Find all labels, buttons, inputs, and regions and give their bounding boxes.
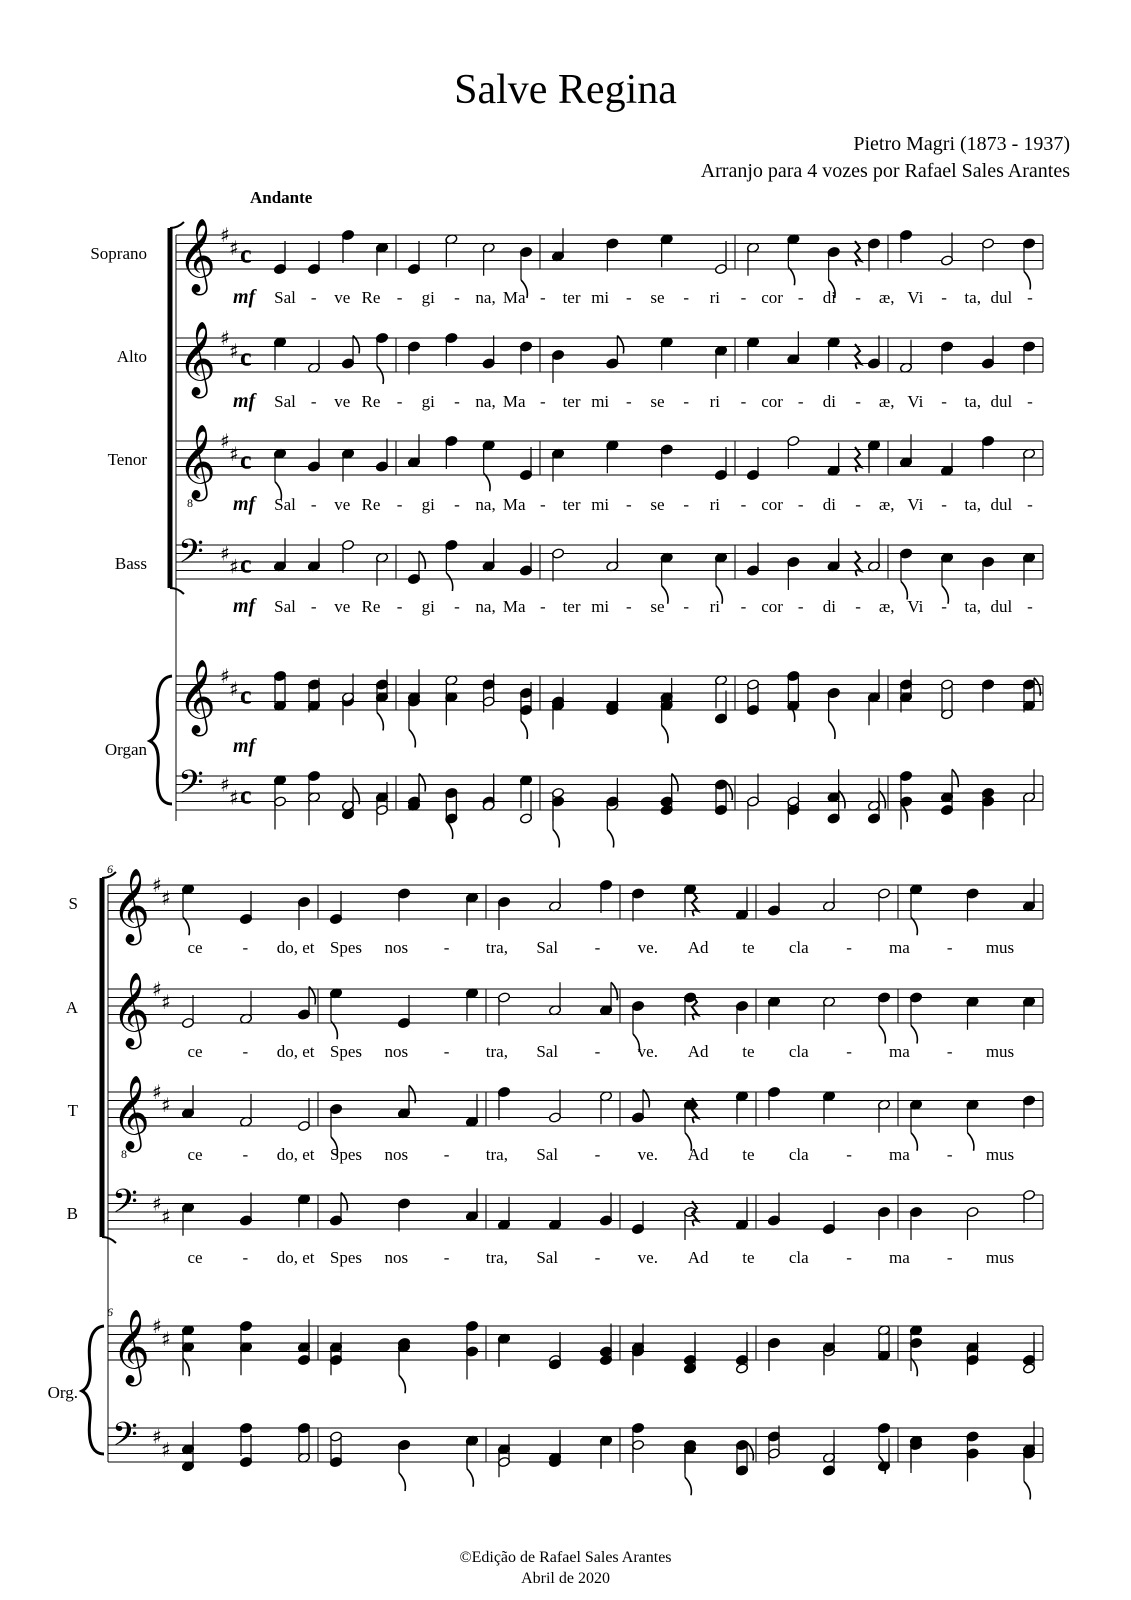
system2-staff-tenor-lyric: te — [742, 1145, 755, 1164]
system2-staff-soprano-lyric: te — [742, 938, 755, 957]
system2-staff-soprano-lyric: ve. — [637, 938, 658, 957]
system2-organ-lower-note-flag — [1024, 1482, 1030, 1500]
system1-staff-soprano-lyric: Ma — [502, 288, 526, 307]
system2-staff-bass-key-f-sharp: ♯ — [152, 1191, 162, 1216]
system1-staff-alto-lyric: se — [650, 392, 665, 411]
system1-staff-soprano-lyric: cor — [761, 288, 783, 307]
system2-staff-soprano-lyric: - — [594, 938, 601, 957]
system1-organ-lower-note-flag — [901, 804, 907, 822]
system1-staff-soprano-lyric: di — [822, 288, 837, 307]
system1-staff-soprano-rest — [855, 241, 861, 266]
system1-staff-alto-lyric: - — [1027, 392, 1033, 411]
system1-staff-bass-label: Bass — [114, 554, 147, 573]
system1-staff-bass-lyric: dul — [990, 597, 1013, 616]
system2-staff-bass-label: B — [66, 1204, 78, 1223]
system2-staff-tenor-lyric: tra, — [485, 1145, 508, 1164]
system1-staff-soprano-lyric: Vi — [907, 288, 924, 307]
system2-staff-tenor-lyric: Ad — [687, 1145, 709, 1164]
system1-staff-alto-lyric: dul — [990, 392, 1013, 411]
system1-staff-tenor-label: Tenor — [107, 450, 147, 469]
system1-organ-upper-key-f-sharp: ♯ — [220, 664, 230, 688]
composer-credit: Pietro Magri (1873 - 1937) — [853, 133, 1070, 155]
system1-organ-upper-clef: 𝄞 — [178, 660, 216, 734]
system1-staff-soprano-lyric: ta, — [964, 288, 981, 307]
system2-staff-tenor-lyric: - — [946, 1145, 953, 1164]
system1-staff-alto-note-flag — [377, 366, 383, 384]
system1-staff-bass-dynamic: mf — [233, 595, 256, 617]
system2-staff-bass-lyric: nos — [384, 1248, 409, 1267]
system1-staff-alto-lyric: ve — [334, 392, 351, 411]
system2-staff-alto-key-c-sharp: ♯ — [161, 989, 171, 1014]
system2-staff-bass-lyric: mus — [985, 1248, 1015, 1267]
system2-organ-upper-note-flag — [183, 1358, 189, 1376]
system1-staff-alto-lyric: - — [626, 392, 632, 411]
system1-staff-bass-lyric: Sal — [274, 597, 296, 616]
system1-staff-soprano-lyric: - — [396, 288, 403, 307]
system2-staff-bass-lyric: cla — [788, 1248, 809, 1267]
system1-staff-soprano-lyric: se — [650, 288, 665, 307]
system2-organ-lower-key-c-sharp: ♯ — [161, 1437, 171, 1462]
system1-staff-soprano-clef: 𝄞 — [178, 219, 216, 293]
system1-staff-bass-lyric: - — [797, 597, 804, 616]
system2-staff-alto-lyric: ce — [187, 1042, 203, 1061]
system2-staff-tenor-lyric: mus — [985, 1145, 1015, 1164]
system1-staff-alto-lyric: ta, — [964, 392, 981, 411]
system2-staff-bass-clef: 𝄢 — [112, 1183, 138, 1229]
system1-staff-soprano-key-c-sharp: ♯ — [229, 235, 239, 260]
system1-staff-alto-lyric: Ma — [502, 392, 526, 411]
system1-staff-soprano-lyric: æ, — [878, 288, 895, 307]
system2-staff-tenor-lyric: ve. — [637, 1145, 658, 1164]
system1-staff-bass-note-flag — [446, 573, 452, 591]
system2-staff-soprano-lyric: mus — [985, 938, 1015, 957]
system1-staff-alto-lyric: - — [683, 392, 689, 411]
system2-staff-alto-note-flag — [911, 1026, 917, 1044]
system1-organ-upper-key-c-sharp: ♯ — [229, 676, 239, 701]
system1-staff-bass-clef: 𝄢 — [178, 533, 204, 579]
system1-staff-soprano-lyric: Re — [361, 288, 381, 307]
system1-staff-soprano-dynamic: mf — [233, 286, 256, 308]
system2-staff-alto-lyric: - — [594, 1042, 601, 1061]
system1-staff-bass-lyric: mi — [591, 597, 610, 616]
system2-staff-alto-label: A — [65, 998, 78, 1017]
system1-staff-bass-lyric: ve — [334, 597, 351, 616]
system2-staff-bass-lyric: - — [594, 1248, 601, 1267]
system1-staff-soprano-lyric: ri — [709, 288, 721, 307]
system1-staff-soprano-lyric: - — [740, 288, 747, 307]
system1-staff-tenor-lyric: Ma — [502, 495, 526, 514]
system2-staff-alto-note-flag — [331, 1021, 337, 1039]
system2-organ-lower-key-f-sharp: ♯ — [152, 1424, 162, 1449]
system2-staff-alto-lyric: ma — [888, 1042, 910, 1061]
system2-staff-tenor-lyric: ce — [187, 1145, 203, 1164]
system2-staff-bass-lyric: - — [946, 1248, 953, 1267]
system2-staff-bass-lyric: Sal — [536, 1248, 559, 1267]
system1-staff-tenor-lyric: mi — [591, 495, 610, 514]
system2-organ-lower-note-flag — [685, 1477, 691, 1495]
system2-staff-soprano-note-flag — [183, 917, 189, 935]
system1-organ-dynamic: mf — [233, 735, 256, 757]
system2-staff-tenor-note-flag — [911, 1133, 917, 1151]
system1-staff-alto-lyric: ri — [709, 392, 721, 411]
system1-staff-tenor-lyric: - — [683, 495, 689, 514]
system2-staff-alto-lyric: - — [946, 1042, 953, 1061]
system1-staff-bass-lyric: di — [822, 597, 837, 616]
system1-staff-bass-lyric: - — [626, 597, 632, 616]
system1-staff-alto-lyric: na, — [475, 392, 496, 411]
system2-staff-alto-note-flag — [879, 1026, 885, 1044]
system2-staff-alto-lyric: Spes — [329, 1042, 362, 1061]
system2-staff-tenor-label: T — [67, 1101, 78, 1120]
system1-staff-alto-lyric: Vi — [907, 392, 924, 411]
score-title: Salve Regina — [454, 67, 677, 113]
system1-staff-soprano-lyric: Sal — [274, 288, 296, 307]
system1-staff-tenor-lyric: - — [740, 495, 747, 514]
system2-staff-soprano-lyric: Sal — [536, 938, 559, 957]
system2-staff-bass-lyric: ve. — [637, 1248, 658, 1267]
system1-staff-tenor-lyric: ta, — [964, 495, 981, 514]
arranger-credit: Arranjo para 4 vozes por Rafael Sales Arantes — [700, 160, 1070, 182]
system2-organ-lower-note-flag — [467, 1469, 473, 1487]
system2-staff-tenor-lyric: Sal — [536, 1145, 559, 1164]
system1-staff-soprano-lyric: - — [454, 288, 460, 307]
system2-staff-bass-lyric: Ad — [687, 1248, 709, 1267]
system1-staff-alto-key-f-sharp: ♯ — [220, 326, 230, 350]
system1-staff-soprano-note-flag — [788, 267, 794, 285]
system1-staff-alto-lyric: cor — [761, 392, 783, 411]
system1-staff-alto-lyric: - — [797, 392, 804, 411]
system1-staff-alto-lyric: ter — [562, 392, 581, 411]
system1-staff-bass-lyric: ter — [562, 597, 581, 616]
system2-staff-tenor-lyric: cla — [788, 1145, 809, 1164]
system1-staff-tenor-lyric: Re — [361, 495, 381, 514]
system1-staff-soprano-lyric: mi — [591, 288, 610, 307]
system2-staff-alto-lyric: tra, — [485, 1042, 508, 1061]
system1-staff-tenor-key-c-sharp: ♯ — [229, 441, 239, 466]
system2-staff-soprano-lyric: Spes — [329, 938, 362, 957]
system1-staff-tenor-lyric: - — [941, 495, 947, 514]
system1-staff-bass-lyric: - — [683, 597, 689, 616]
system1-staff-alto-lyric: Re — [361, 392, 381, 411]
system1-staff-tenor-lyric: di — [822, 495, 837, 514]
system2-bracket-bottom — [102, 1237, 116, 1243]
system1-staff-bass-lyric: gi — [421, 597, 435, 616]
system1-staff-tenor-lyric: cor — [761, 495, 783, 514]
system1-organ-lower-clef: 𝄢 — [178, 764, 204, 810]
system1-staff-bass-key-f-sharp: ♯ — [220, 541, 230, 566]
system1-staff-alto-rest — [855, 344, 861, 369]
system2-staff-soprano-lyric: - — [846, 938, 852, 957]
system2-staff-tenor-clef: 𝄞 — [112, 1076, 150, 1150]
system2-staff-alto-lyric: ve. — [637, 1042, 658, 1061]
system2-staff-tenor-lyric: - — [443, 1145, 450, 1164]
system2-staff-alto-lyric: cla — [788, 1042, 809, 1061]
system2-organ-upper-key-c-sharp: ♯ — [161, 1326, 171, 1351]
system1-staff-bass-lyric: - — [310, 597, 317, 616]
system1-staff-alto-lyric: - — [855, 392, 861, 411]
system1-staff-alto-key-c-sharp: ♯ — [229, 338, 239, 363]
system1-organ-lower-note-flag — [607, 830, 613, 848]
system2-staff-tenor-lyric: nos — [384, 1145, 409, 1164]
system1-staff-tenor-lyric: - — [797, 495, 804, 514]
system1-staff-tenor-lyric: se — [650, 495, 665, 514]
system2-staff-bass-lyric: - — [443, 1248, 450, 1267]
system1-staff-bass-rest — [855, 551, 861, 576]
system1-staff-bass-lyric: - — [454, 597, 460, 616]
system1-staff-soprano-key-f-sharp: ♯ — [220, 223, 230, 247]
system1-organ-lower-note-flag — [446, 821, 452, 839]
system2-staff-alto-key-f-sharp: ♯ — [152, 977, 162, 1001]
system1-staff-tenor-rest — [855, 447, 861, 472]
system1-staff-alto-time: c — [240, 342, 252, 372]
system1-staff-tenor-lyric: Vi — [907, 495, 924, 514]
system1-staff-soprano-lyric: - — [540, 288, 546, 307]
system1-staff-tenor-lyric: - — [1027, 495, 1033, 514]
system1-staff-alto-lyric: di — [822, 392, 837, 411]
system1-staff-alto-lyric: - — [310, 392, 317, 411]
system2-staff-alto-lyric: - — [242, 1042, 249, 1061]
system1-staff-bass-lyric: - — [740, 597, 747, 616]
system1-staff-bass-lyric: cor — [761, 597, 783, 616]
system2-staff-tenor-lyric: - — [242, 1145, 249, 1164]
system2-organ-brace — [82, 1326, 104, 1454]
system2-staff-soprano-lyric: Ad — [687, 938, 709, 957]
system2-staff-soprano-lyric: nos — [384, 938, 409, 957]
tempo-marking: Andante — [250, 188, 313, 207]
system1-staff-tenor-lyric: - — [310, 495, 317, 514]
date-line: Abril de 2020 — [521, 1570, 610, 1587]
system2-staff-bass-lyric: ce — [187, 1248, 203, 1267]
system1-organ-upper-note-flag — [521, 721, 527, 739]
system2-staff-soprano-lyric: - — [242, 938, 249, 957]
system1-staff-tenor-lyric: ve — [334, 495, 351, 514]
system1-staff-soprano-lyric: - — [626, 288, 632, 307]
system2-staff-soprano-lyric: - — [946, 938, 953, 957]
system1-staff-bass-lyric: ta, — [964, 597, 981, 616]
system1-staff-bass-lyric: Vi — [907, 597, 924, 616]
system2-staff-soprano-lyric: ma — [888, 938, 910, 957]
system1-staff-tenor-dynamic: mf — [233, 493, 256, 515]
system1-organ-label: Organ — [104, 740, 147, 759]
system1-staff-soprano-lyric: ve — [334, 288, 351, 307]
system2-staff-alto-lyric: - — [846, 1042, 852, 1061]
system1-staff-bass-lyric: na, — [475, 597, 496, 616]
system1-staff-alto-lyric: - — [540, 392, 546, 411]
system2-staff-tenor-key-f-sharp: ♯ — [152, 1080, 162, 1104]
system1-staff-soprano-lyric: - — [797, 288, 804, 307]
system1-staff-soprano-lyric: dul — [990, 288, 1013, 307]
system2-staff-bass-lyric: - — [846, 1248, 852, 1267]
system1-staff-bass-lyric: - — [1027, 597, 1033, 616]
system2-staff-alto-lyric: te — [742, 1042, 755, 1061]
system2-staff-tenor-lyric: - — [594, 1145, 601, 1164]
system2-organ-measure-number: 6 — [107, 1305, 113, 1319]
system2-measure-number: 6 — [107, 862, 113, 876]
system1-staff-alto-clef: 𝄞 — [178, 322, 216, 396]
system2-staff-soprano-note-flag — [911, 917, 917, 935]
system2-staff-bass-lyric: te — [742, 1248, 755, 1267]
system1-staff-soprano-lyric: ter — [562, 288, 581, 307]
system1-staff-soprano-lyric: gi — [421, 288, 435, 307]
system2-staff-tenor-lyric: ma — [888, 1145, 910, 1164]
system2-staff-soprano-lyric: cla — [788, 938, 809, 957]
system1-staff-soprano-lyric: - — [855, 288, 861, 307]
system2-staff-soprano-lyric: ce — [187, 938, 203, 957]
system2-staff-alto-lyric: - — [443, 1042, 450, 1061]
system2-organ-lower-note-flag — [399, 1473, 405, 1491]
system1-staff-soprano-lyric: - — [683, 288, 689, 307]
system1-organ-lower-time: c — [240, 780, 252, 810]
system1-staff-tenor-clef-octave: 8 — [187, 496, 193, 510]
system2-organ-lower-clef: 𝄢 — [112, 1416, 138, 1462]
system1-staff-alto-lyric: - — [941, 392, 947, 411]
system2-staff-bass-key-c-sharp: ♯ — [161, 1204, 171, 1229]
system1-staff-tenor-clef: 𝄞 — [178, 425, 216, 499]
system2-staff-soprano-lyric: do, et — [276, 938, 315, 957]
system1-staff-bass-key-c-sharp: ♯ — [229, 554, 239, 579]
system1-staff-bass-lyric: Re — [361, 597, 381, 616]
system1-organ-upper-note-flag — [377, 713, 383, 731]
system1-staff-tenor-lyric: dul — [990, 495, 1013, 514]
system2-staff-tenor-lyric: do, et — [276, 1145, 315, 1164]
system1-staff-alto-lyric: Sal — [274, 392, 296, 411]
system1-organ-upper-note-flag — [409, 730, 415, 748]
system1-staff-soprano-lyric: - — [310, 288, 317, 307]
system1-staff-bass-lyric: æ, — [878, 597, 895, 616]
system1-staff-alto-lyric: gi — [421, 392, 435, 411]
system1-staff-bass-lyric: - — [941, 597, 947, 616]
system2-staff-bass-lyric: do, et — [276, 1248, 315, 1267]
system2-organ-upper-key-f-sharp: ♯ — [152, 1314, 162, 1338]
system2-staff-tenor-clef-octave: 8 — [121, 1147, 127, 1161]
system2-staff-bass-lyric: - — [242, 1248, 249, 1267]
system1-staff-tenor-lyric: - — [454, 495, 460, 514]
system1-staff-soprano-lyric: - — [1027, 288, 1033, 307]
system2-organ-upper-clef: 𝄞 — [112, 1310, 150, 1384]
system2-staff-alto-lyric: Ad — [687, 1042, 709, 1061]
system2-staff-tenor-note-flag — [968, 1133, 974, 1151]
system1-staff-alto-lyric: æ, — [878, 392, 895, 411]
system1-staff-tenor-lyric: - — [540, 495, 546, 514]
system1-organ-brace — [150, 676, 172, 804]
system1-staff-soprano-label: Soprano — [90, 244, 147, 263]
system2-staff-alto-lyric: do, et — [276, 1042, 315, 1061]
system1-organ-upper-note-flag — [662, 725, 668, 743]
system1-staff-alto-lyric: - — [740, 392, 747, 411]
system1-staff-bass-time: c — [240, 549, 252, 579]
system2-staff-soprano-rest — [692, 891, 698, 916]
system1-staff-alto-dynamic: mf — [233, 390, 256, 412]
system1-staff-tenor-lyric: ri — [709, 495, 721, 514]
system2-staff-bass-lyric: tra, — [485, 1248, 508, 1267]
system2-staff-alto-lyric: nos — [384, 1042, 409, 1061]
system1-staff-alto-lyric: - — [454, 392, 460, 411]
system1-staff-tenor-lyric: na, — [475, 495, 496, 514]
system1-staff-tenor-lyric: æ, — [878, 495, 895, 514]
system1-staff-soprano-lyric: - — [941, 288, 947, 307]
system2-staff-tenor-key-c-sharp: ♯ — [161, 1092, 171, 1117]
system1-organ-upper-time: c — [240, 680, 252, 710]
system2-staff-alto-clef: 𝄞 — [112, 973, 150, 1047]
system1-staff-bass-lyric: se — [650, 597, 665, 616]
copyright-line: ©Edição de Rafael Sales Arantes — [459, 1549, 672, 1566]
system1-staff-alto-label: Alto — [116, 347, 147, 366]
system1-staff-alto-lyric: mi — [591, 392, 610, 411]
system1-staff-tenor-key-f-sharp: ♯ — [220, 429, 230, 453]
system2-staff-alto-lyric: Sal — [536, 1042, 559, 1061]
system2-staff-alto-lyric: mus — [985, 1042, 1015, 1061]
system1-staff-tenor-time: c — [240, 445, 252, 475]
system2-staff-soprano-key-f-sharp: ♯ — [152, 873, 162, 897]
system1-staff-tenor-lyric: - — [396, 495, 403, 514]
system2-staff-soprano-lyric: - — [443, 938, 450, 957]
system1-organ-upper-note-flag — [829, 721, 835, 739]
system1-staff-bass-lyric: ri — [709, 597, 721, 616]
system1-organ-lower-key-c-sharp: ♯ — [229, 785, 239, 810]
system2-organ-upper-note-flag — [399, 1375, 405, 1393]
system1-organ-lower-note-flag — [553, 830, 559, 848]
system1-staff-bass-lyric: Ma — [502, 597, 526, 616]
system1-bracket-bottom — [170, 588, 184, 594]
system2-staff-soprano-lyric: tra, — [485, 938, 508, 957]
system2-organ-label: Org. — [47, 1383, 78, 1402]
system1-staff-tenor-lyric: - — [855, 495, 861, 514]
system1-staff-tenor-lyric: ter — [562, 495, 581, 514]
system2-staff-bass-lyric: Spes — [329, 1248, 362, 1267]
system1-staff-soprano-lyric: na, — [475, 288, 496, 307]
system2-staff-soprano-clef: 𝄞 — [112, 869, 150, 943]
system2-staff-bass-lyric: ma — [888, 1248, 910, 1267]
system1-organ-lower-key-f-sharp: ♯ — [220, 772, 230, 797]
system2-staff-soprano-key-c-sharp: ♯ — [161, 885, 171, 910]
system2-staff-soprano-label: S — [68, 894, 78, 913]
system1-staff-tenor-lyric: gi — [421, 495, 435, 514]
system2-staff-tenor-lyric: - — [846, 1145, 852, 1164]
system1-staff-soprano-time: c — [240, 239, 252, 269]
system1-staff-bass-lyric: - — [855, 597, 861, 616]
system1-staff-tenor-note-flag — [484, 473, 490, 491]
system2-organ-upper-note-flag — [911, 1358, 917, 1376]
system1-staff-bass-lyric: - — [396, 597, 403, 616]
system1-staff-tenor-lyric: - — [626, 495, 632, 514]
system2-staff-tenor-lyric: Spes — [329, 1145, 362, 1164]
system1-staff-alto-lyric: - — [396, 392, 403, 411]
system1-staff-tenor-lyric: Sal — [274, 495, 296, 514]
system1-staff-bass-lyric: - — [540, 597, 546, 616]
system1-staff-soprano-note-flag — [1024, 272, 1030, 290]
